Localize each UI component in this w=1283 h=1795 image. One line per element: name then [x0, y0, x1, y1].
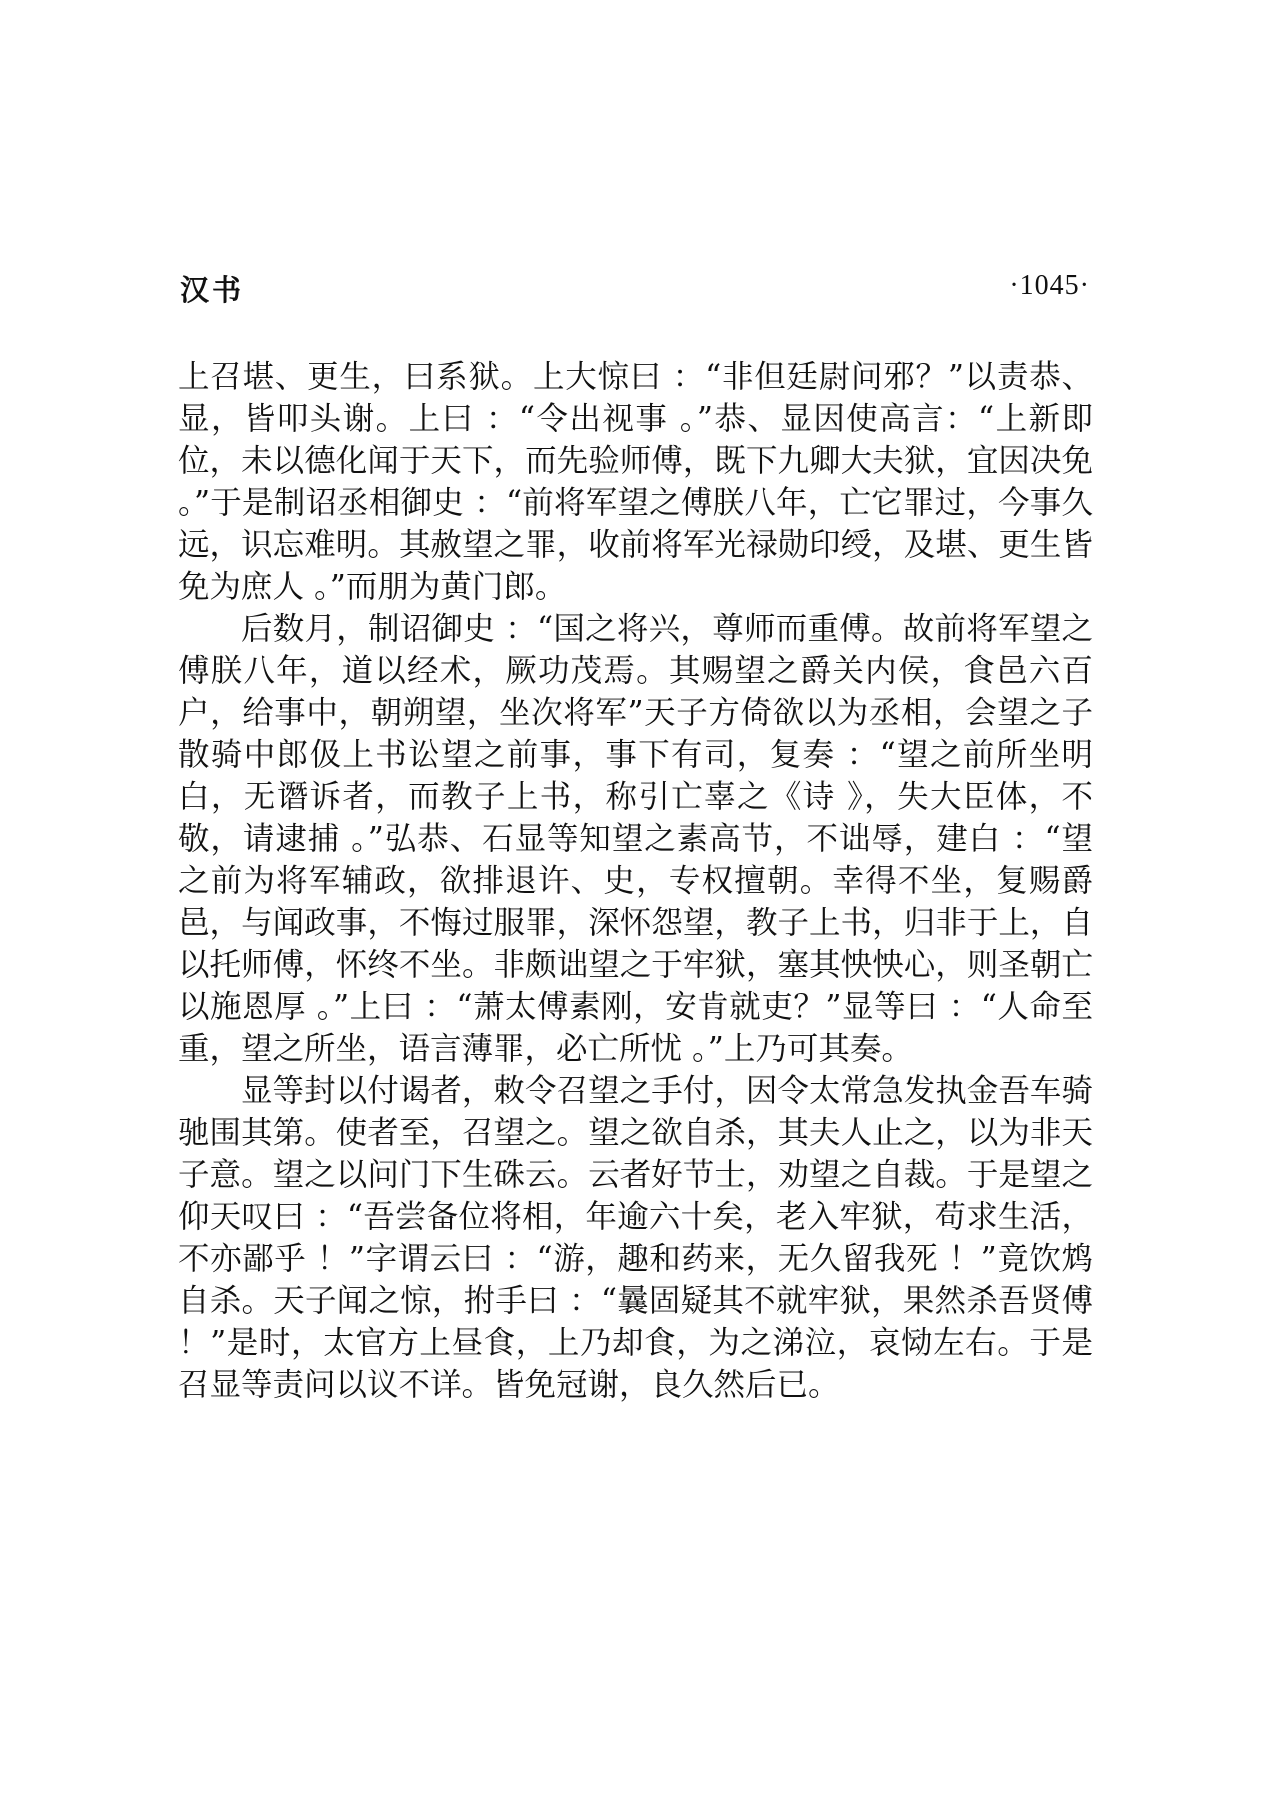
paragraph-3: 显等封以付谒者，敕令召望之手付，因令太常急发执金吾车骑驰围其第。使者至，召望之。望之欲自杀，其夫人止之，以为非天子意。望之以问门下生硃云。云者好节士，劝望之自裁。于是望之仰天叹曰 ：“吾尝备位将相，年逾六十矣，老入牢狱，苟求生活，不亦鄙乎 ！”字谓云曰 ：“游，趣和药来，无久留我死 ！”竟饮鸩自杀。天子闻之惊，拊手曰 ：“曩固疑其不就牢狱，果然杀吾贤傅 ！”是时，太官方上昼食，上乃却食，为之涕泣，哀恸左右。于是召显等责问以议不详。皆免冠谢，良久然后已。	[178, 1073, 1093, 1403]
paragraph-1: 上召堪、更生，曰系狱。上大惊曰 ：“非但廷尉问邪？”以责恭、显，皆叩头谢。上曰 ：“令出视事 。”恭、显因使高言：“上新即位，未以德化闻于天下，而先验师傅，既下九卿大夫狱，宜因决免 。”于是制诏丞相御史 ：“前将军望之傅朕八年，亡它罪过，今事久远，识忘难明。其赦望之罪，收前将军光禄勋印绶，及堪、更生皆免为庶人 。”而朋为黄门郎。	[178, 359, 1093, 605]
running-header	[180, 268, 1090, 318]
book-title: 汉书	[180, 273, 245, 307]
paragraph-2: 后数月，制诏御史 ：“国之将兴，尊师而重傅。故前将军望之傅朕八年，道以经术，厥功茂焉。其赐望之爵关内侯，食邑六百户，给事中，朝朔望，坐次将军”天子方倚欲以为丞相，会望之子散骑中郎伋上书讼望之前事，事下有司，复奏 ：“望之前所坐明白，无谮诉者，而教子上书，称引亡辜之《诗 》，失大臣体，不敬，请逮捕 。”弘恭、石显等知望之素高节，不诎辱，建白 ：“望之前为将军辅政，欲排退许、史，专权擅朝。幸得不坐，复赐爵邑，与闻政事，不悔过服罪，深怀怨望，教子上书，归非于上，自以托师傅，怀终不坐。非颇诎望之于牢狱，塞其怏怏心，则圣朝亡以施恩厚 。”上曰 ：“萧太傅素刚，安肯就吏？”显等曰 ：“人命至重，望之所坐，语言薄罪，必亡所忧 。”上乃可其奏。	[178, 611, 1093, 1067]
page-number: ·1045·	[1009, 270, 1090, 301]
body-text	[178, 356, 1093, 1406]
